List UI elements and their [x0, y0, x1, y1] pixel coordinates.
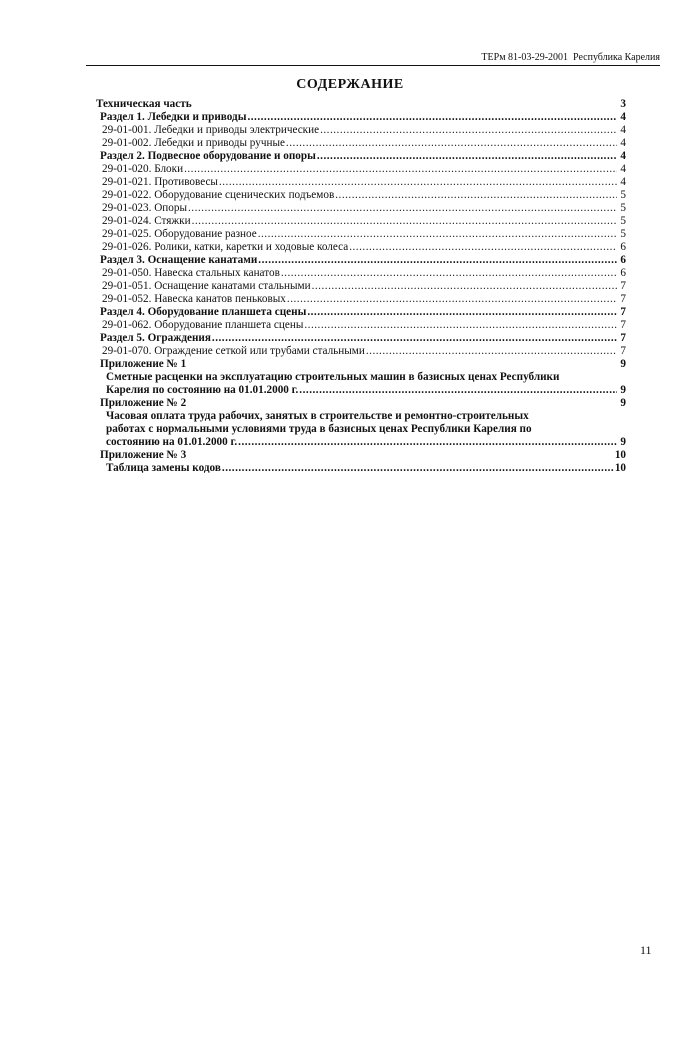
toc-entry-text: 29-01-051. Оснащение канатами стальными: [102, 280, 311, 292]
leader-dots: [222, 462, 614, 475]
toc-entry-29-01-023[interactable]: [96, 202, 626, 215]
header-code: ТЕРм 81-03-29-2001: [481, 52, 569, 63]
toc-entry-text: Раздел 4. Оборудование планшета сцены: [100, 306, 307, 318]
toc-entry-text: Приложение № 3: [100, 449, 187, 461]
toc-entry-29-01-052[interactable]: [96, 293, 626, 306]
toc-entry-page: 5: [620, 215, 626, 227]
leader-dots: [258, 228, 617, 241]
toc-entry-page: 7: [620, 319, 626, 331]
toc-entry-page: 4: [620, 176, 626, 188]
toc-entry-text: Приложение № 2: [100, 397, 187, 409]
toc-entry-text: 29-01-021. Противовесы: [102, 176, 218, 188]
toc-entry-page: 4: [620, 150, 626, 162]
toc-entry-text: состоянию на 01.01.2000 г.: [106, 436, 238, 448]
leader-dots: [335, 189, 617, 202]
toc-entry-page: 7: [620, 280, 626, 292]
leader-dots: [349, 241, 617, 254]
toc-section-2[interactable]: [96, 150, 626, 163]
header-region: Республика Карелия: [573, 52, 660, 63]
leader-dots: [184, 163, 617, 176]
leader-dots: [212, 332, 617, 345]
toc-entry-text: Раздел 2. Подвесное оборудование и опоры: [100, 150, 316, 162]
toc-entry-29-01-051[interactable]: [96, 280, 626, 293]
toc-entry-29-01-001[interactable]: [96, 124, 626, 137]
toc-entry-page: 3: [620, 98, 626, 110]
toc-entry-page: 7: [620, 345, 626, 357]
leader-dots: [286, 137, 617, 150]
toc-entry-page: 4: [620, 124, 626, 136]
toc-section-5[interactable]: [96, 332, 626, 345]
leader-dots: [304, 319, 617, 332]
toc-entry-page: 10: [614, 449, 626, 461]
toc-entry-text: Приложение № 1: [100, 358, 187, 370]
leader-dots: [219, 176, 617, 189]
leader-dots: [312, 280, 617, 293]
toc-entry-tech-part[interactable]: [96, 98, 626, 111]
toc-entry-text: Карелия по состоянию на 01.01.2000 г.: [106, 384, 299, 396]
page-title: СОДЕРЖАНИЕ: [296, 77, 404, 92]
leader-dots: [247, 111, 617, 124]
toc-entry-text: 29-01-062. Оборудование планшета сцены: [102, 319, 304, 331]
toc-entry-text: 29-01-002. Лебедки и приводы ручные: [102, 137, 285, 149]
toc-entry-page: 10: [614, 462, 626, 474]
toc-section-1[interactable]: [96, 111, 626, 124]
toc-entry-page: 9: [620, 436, 626, 448]
leader-dots: [320, 124, 617, 137]
toc-entry-text: 29-01-024. Стяжки: [102, 215, 191, 227]
toc-entry-page: 9: [620, 397, 626, 409]
toc-entry-text: Раздел 5. Ограждения: [100, 332, 211, 344]
toc-entry-page: 9: [620, 358, 626, 370]
leader-dots: [238, 436, 617, 449]
leader-dots: [258, 254, 617, 267]
toc-entry-29-01-020[interactable]: [96, 163, 626, 176]
leader-dots: [188, 202, 617, 215]
toc-appendix-2-line-3[interactable]: [96, 436, 626, 449]
toc-entry-29-01-024[interactable]: [96, 215, 626, 228]
toc-entry-text: 29-01-052. Навеска канатов пеньковых: [102, 293, 286, 305]
toc-entry-29-01-022[interactable]: [96, 189, 626, 202]
toc-entry-text: 29-01-025. Оборудование разное: [102, 228, 257, 240]
toc-entry-29-01-026[interactable]: [96, 241, 626, 254]
leader-dots: [366, 345, 617, 358]
header-divider: [86, 65, 660, 66]
toc-appendix-3[interactable]: [96, 449, 626, 462]
leader-dots: [307, 306, 617, 319]
toc-entry-29-01-002[interactable]: [96, 137, 626, 150]
toc-entry-text: 29-01-023. Опоры: [102, 202, 187, 214]
toc-appendix-3-line-1[interactable]: [96, 462, 626, 475]
leader-dots: [281, 267, 617, 280]
toc-appendix-1-line-1: Сметные расценки на эксплуатацию строительных машин в базисных ценах Республики: [106, 371, 560, 383]
toc-entry-29-01-050[interactable]: [96, 267, 626, 280]
toc-entry-text: 29-01-050. Навеска стальных канатов: [102, 267, 280, 279]
toc-entry-page: 6: [620, 241, 626, 253]
toc-entry-page: 9: [620, 384, 626, 396]
toc-entry-29-01-062[interactable]: [96, 319, 626, 332]
toc-entry-page: 6: [620, 254, 626, 266]
leader-dots: [192, 215, 617, 228]
toc-entry-page: 7: [620, 306, 626, 318]
toc-entry-text: 29-01-001. Лебедки и приводы электрические: [102, 124, 320, 136]
toc-entry-text: 29-01-022. Оборудование сценических подъемов: [102, 189, 335, 201]
toc-entry-page: 4: [620, 137, 626, 149]
page-number: 11: [640, 943, 652, 957]
toc-section-4[interactable]: [96, 306, 626, 319]
toc-entry-page: 4: [620, 111, 626, 123]
toc-entry-text: Техническая часть: [96, 98, 192, 110]
toc-appendix-2-line-1: Часовая оплата труда рабочих, занятых в строительстве и ремонтно-строительных: [106, 410, 529, 422]
toc-appendix-2-line-2: работах с нормальными условиями труда в базисных ценах Республики Карелия по: [106, 423, 532, 435]
toc-entry-29-01-070[interactable]: [96, 345, 626, 358]
toc-entry-text: 29-01-070. Ограждение сеткой или трубами стальными: [102, 345, 365, 357]
toc-appendix-2[interactable]: [96, 397, 626, 410]
running-header: [86, 52, 660, 64]
leader-dots: [317, 150, 617, 163]
toc-entry-page: 5: [620, 228, 626, 240]
toc-appendix-1-line-2[interactable]: [96, 384, 626, 397]
toc-entry-page: 7: [620, 332, 626, 344]
toc-entry-page: 6: [620, 267, 626, 279]
toc-section-3[interactable]: [96, 254, 626, 267]
toc-entry-text: Таблица замены кодов: [106, 462, 221, 474]
toc-entry-text: Раздел 1. Лебедки и приводы: [100, 111, 247, 123]
toc-entry-text: Раздел 3. Оснащение канатами: [100, 254, 258, 266]
toc-entry-page: 5: [620, 189, 626, 201]
toc-entry-page: 7: [620, 293, 626, 305]
leader-dots: [287, 293, 617, 306]
toc-appendix-1[interactable]: [96, 358, 626, 371]
toc-entry-29-01-025[interactable]: [96, 228, 626, 241]
toc-entry-page: 5: [620, 202, 626, 214]
toc-entry-text: 29-01-026. Ролики, катки, каретки и ходовые колеса: [102, 241, 349, 253]
toc-entry-page: 4: [620, 163, 626, 175]
toc-entry-29-01-021[interactable]: [96, 176, 626, 189]
leader-dots: [299, 384, 617, 397]
table-of-contents: [96, 98, 626, 475]
toc-entry-text: 29-01-020. Блоки: [102, 163, 184, 175]
